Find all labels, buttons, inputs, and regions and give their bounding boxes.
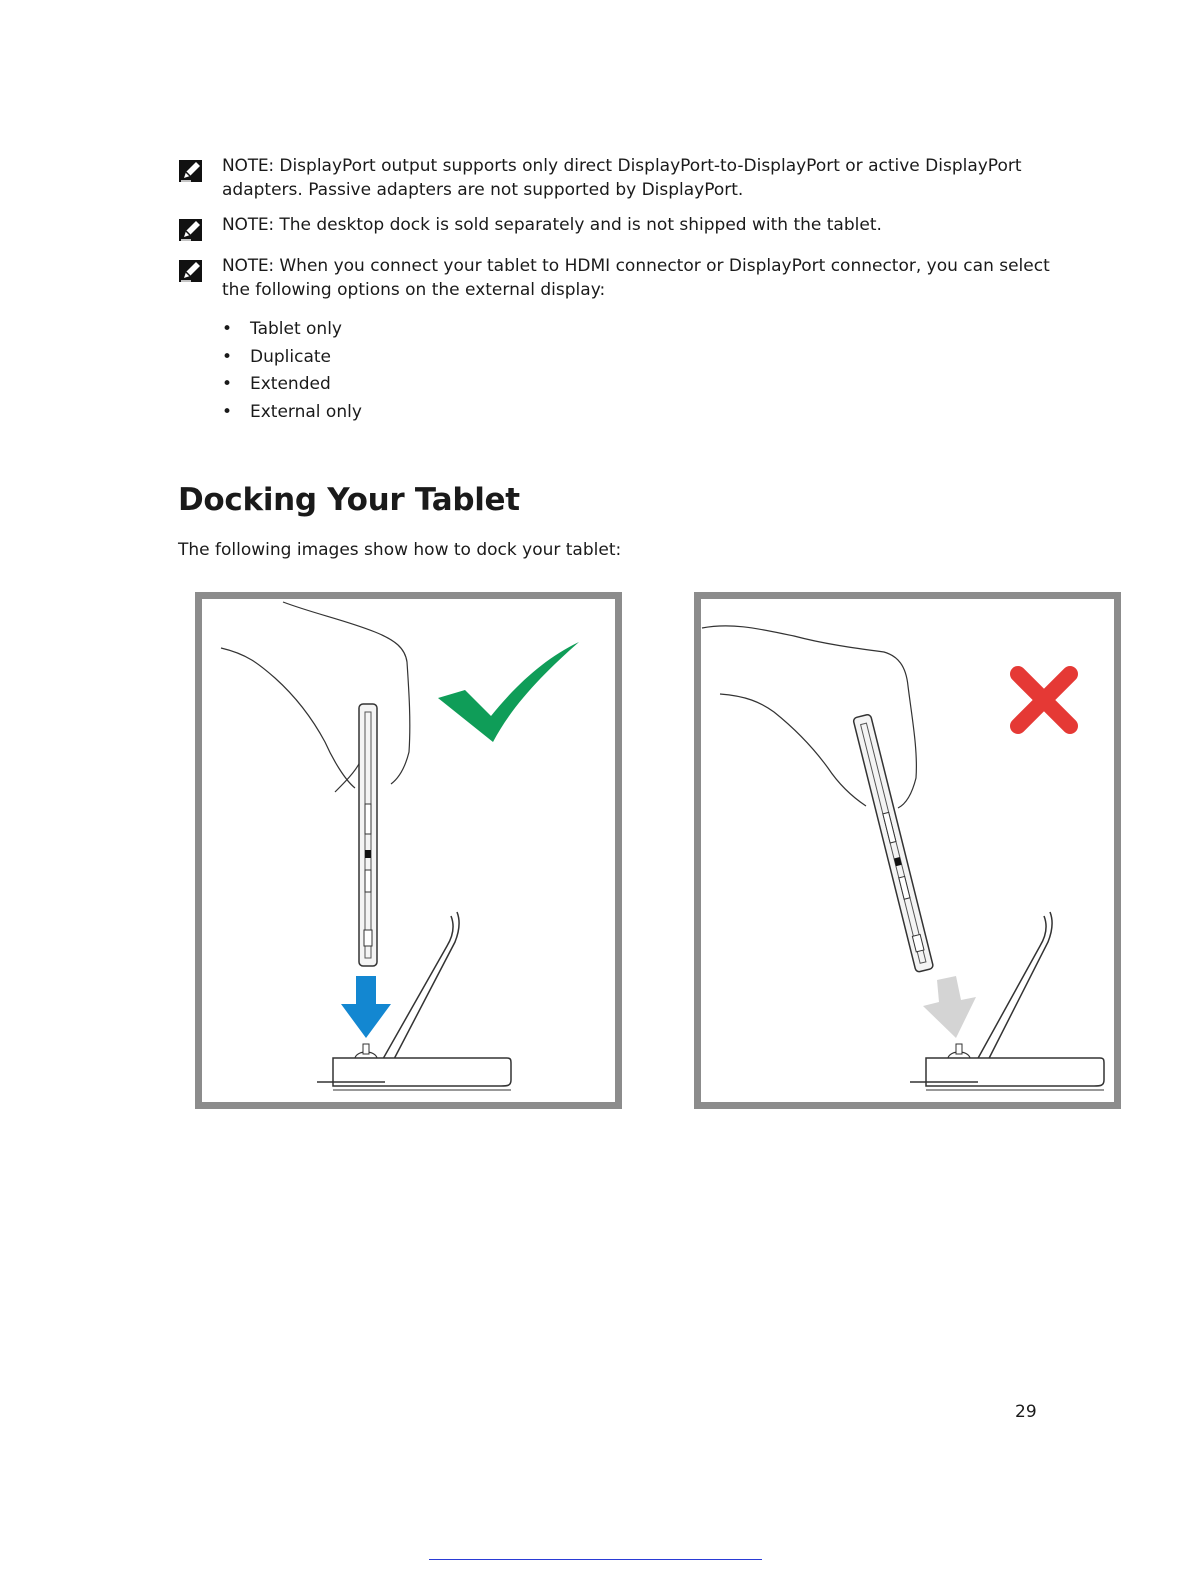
note-text bbox=[222, 154, 1052, 202]
list-item bbox=[222, 344, 362, 372]
section-intro: The following images show how to dock your tablet: bbox=[178, 540, 622, 560]
list-item bbox=[222, 371, 362, 399]
note-label: NOTE: bbox=[222, 156, 274, 176]
list-item bbox=[222, 316, 362, 344]
list-item-label: Extended bbox=[250, 374, 331, 395]
note-pencil-icon bbox=[178, 217, 204, 243]
note-body: DisplayPort output supports only direct DisplayPort-to-DisplayPort or active DisplayPort adapters. Passive adapters are not supported by DisplayPort. bbox=[222, 156, 1022, 200]
correct-docking-illustration bbox=[195, 592, 622, 1109]
note-displayport bbox=[178, 154, 1058, 202]
bullet: • bbox=[222, 374, 233, 395]
figure-incorrect-docking bbox=[694, 592, 1121, 1109]
figure-frame bbox=[199, 596, 619, 1106]
tablet-port bbox=[365, 804, 371, 834]
tablet-port bbox=[365, 870, 371, 892]
tablet-port bbox=[365, 850, 371, 858]
note-label: NOTE: bbox=[222, 215, 274, 235]
note-external-display bbox=[178, 254, 1058, 302]
dock-connector bbox=[956, 1044, 962, 1054]
footer-link-underline bbox=[429, 1559, 762, 1560]
bullet: • bbox=[222, 402, 233, 423]
note-text bbox=[222, 254, 1052, 302]
note-pencil-icon bbox=[178, 158, 204, 184]
page-number: 29 bbox=[1015, 1402, 1037, 1422]
note-text bbox=[222, 213, 1052, 237]
figure-correct-docking bbox=[195, 592, 622, 1109]
display-options-list bbox=[222, 316, 362, 427]
note-dock-sold-separately bbox=[178, 213, 1058, 237]
tablet bbox=[359, 704, 377, 966]
dock-connector bbox=[363, 1044, 369, 1054]
incorrect-docking-illustration bbox=[694, 592, 1121, 1109]
list-item bbox=[222, 399, 362, 427]
list-item-label: External only bbox=[250, 402, 362, 423]
figure-frame bbox=[698, 596, 1118, 1106]
note-label: NOTE: bbox=[222, 256, 274, 276]
note-body: When you connect your tablet to HDMI connector or DisplayPort connector, you can select the following options on the external display: bbox=[222, 256, 1050, 300]
list-item-label: Tablet only bbox=[250, 319, 342, 339]
list-item-label: Duplicate bbox=[250, 346, 331, 367]
bullet: • bbox=[222, 319, 233, 339]
note-pencil-icon bbox=[178, 258, 204, 284]
note-body: The desktop dock is sold separately and is not shipped with the tablet. bbox=[273, 215, 882, 235]
tablet-port bbox=[364, 930, 372, 946]
section-heading: Docking Your Tablet bbox=[178, 482, 520, 518]
bullet: • bbox=[222, 346, 233, 367]
